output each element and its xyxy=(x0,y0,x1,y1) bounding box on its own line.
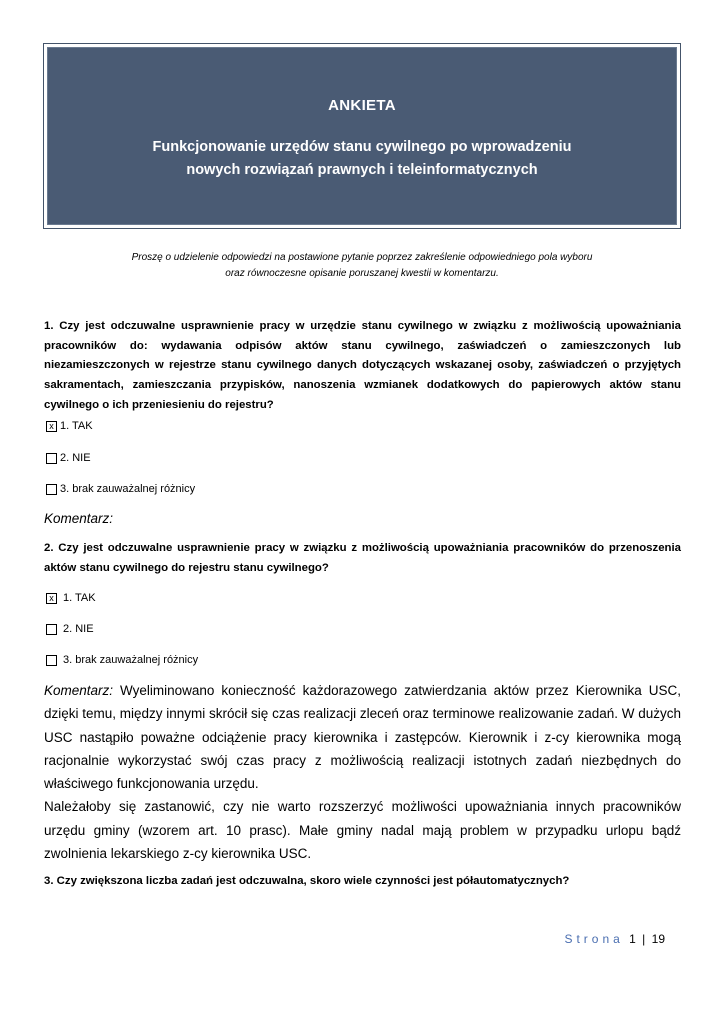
q1-option-tak[interactable] xyxy=(46,419,93,433)
q2-option-tak-checkbox[interactable]: x xyxy=(46,593,57,604)
q2-option-brak[interactable] xyxy=(46,653,198,667)
q1-option-brak-checkbox[interactable] xyxy=(46,484,57,495)
instructions xyxy=(43,250,681,282)
q2-option-nie-label: 2. NIE xyxy=(63,623,94,635)
q1-option-nie-label: 2. NIE xyxy=(60,452,91,464)
q1-option-brak[interactable] xyxy=(46,482,195,496)
footer-separator: | xyxy=(642,932,646,946)
title-banner xyxy=(43,43,681,229)
survey-subtitle-line1: Funkcjonowanie urzędów stanu cywilnego po wprowadzeniu xyxy=(152,139,572,155)
q2-comment-paragraph-2: Należałoby się zastanowić, czy nie warto rozszerzyć możliwości upoważniania innych pracowników urzędu gminy (wzorem art. 10 prasc). Małe gminy nadal mają problem w przypadku urlopu bądź zwolnienia lekarskiego z-cy kierownika USC. xyxy=(44,799,681,862)
survey-subtitle-line2: nowych rozwiązań prawnych i teleinformatycznych xyxy=(186,162,538,178)
footer-page-number: 1 xyxy=(629,932,636,946)
question-1: 1. Czy jest odczuwalne usprawnienie pracy w urzędzie stanu cywilnego w związku z możliwością upoważniania pracowników do: wydawania odpisów aktów stanu cywilnego, zaświadczeń o zamieszczonych lub niezamieszczonych w rejestrze stanu cywilnego danych dotyczących wskazanej osoby, zaświadczeń o przyjętych sakramentach, zamieszczania przypisków, nanoszenia wzmianek dodatkowych do papierowych aktów stanu cywilnego o ich przeniesieniu do rejestru? xyxy=(44,320,681,411)
q2-comment-paragraph-1 xyxy=(44,679,681,795)
q1-option-tak-checkbox[interactable]: x xyxy=(46,421,57,432)
q2-option-nie-checkbox[interactable] xyxy=(46,624,57,635)
q2-comment xyxy=(44,679,681,865)
q2-option-tak[interactable] xyxy=(46,591,96,605)
q2-comment-label: Komentarz: xyxy=(44,683,114,698)
footer-page-total: 19 xyxy=(651,932,665,946)
q1-option-nie-checkbox[interactable] xyxy=(46,453,57,464)
q2-option-nie[interactable] xyxy=(46,622,94,636)
instructions-line2: oraz równoczesne opisanie poruszanej kwestii w komentarzu. xyxy=(225,268,499,279)
question-2: 2. Czy jest odczuwalne usprawnienie pracy w związku z możliwością upoważniania pracowników do przenoszenia aktów stanu cywilnego do rejestru stanu cywilnego? xyxy=(44,542,681,574)
page-footer xyxy=(564,932,665,946)
question-3: 3. Czy zwiększona liczba zadań jest odczuwalna, skoro wiele czynności jest półautomatycznych? xyxy=(44,875,570,887)
instructions-line1: Proszę o udzielenie odpowiedzi na postawione pytanie poprzez zakreślenie odpowiedniego pola wyboru xyxy=(131,252,593,263)
q2-option-brak-checkbox[interactable] xyxy=(46,655,57,666)
q2-comment-text-1: Wyeliminowano konieczność każdorazowego zatwierdzania aktów przez Kierownika USC, dzięki temu, między innymi skrócił się czas realizacji zleceń oraz terminowe realizowanie zadań. W dużych USC nastąpiło poważne odciążenie pracy kierownika i zastępców. Kierownik i z-cy kierownika mogą racjonalnie wykorzystać swój czas pracy z możliwością realizacji istotnych zadań niezbędnych do właściwego funkcjonowania urzędu. xyxy=(44,683,681,792)
survey-subtitle xyxy=(48,136,676,182)
q1-option-tak-label: 1. TAK xyxy=(60,420,93,432)
q1-comment-label: Komentarz: xyxy=(44,511,114,526)
q2-option-tak-label: 1. TAK xyxy=(63,592,96,604)
title-banner-inner xyxy=(47,47,677,225)
q1-option-brak-label: 3. brak zauważalnej różnicy xyxy=(60,483,196,495)
q2-option-brak-label: 3. brak zauważalnej różnicy xyxy=(63,654,199,666)
survey-title: ANKIETA xyxy=(328,97,396,114)
footer-strona-label: Strona xyxy=(564,932,624,946)
q1-option-nie[interactable] xyxy=(46,451,91,465)
